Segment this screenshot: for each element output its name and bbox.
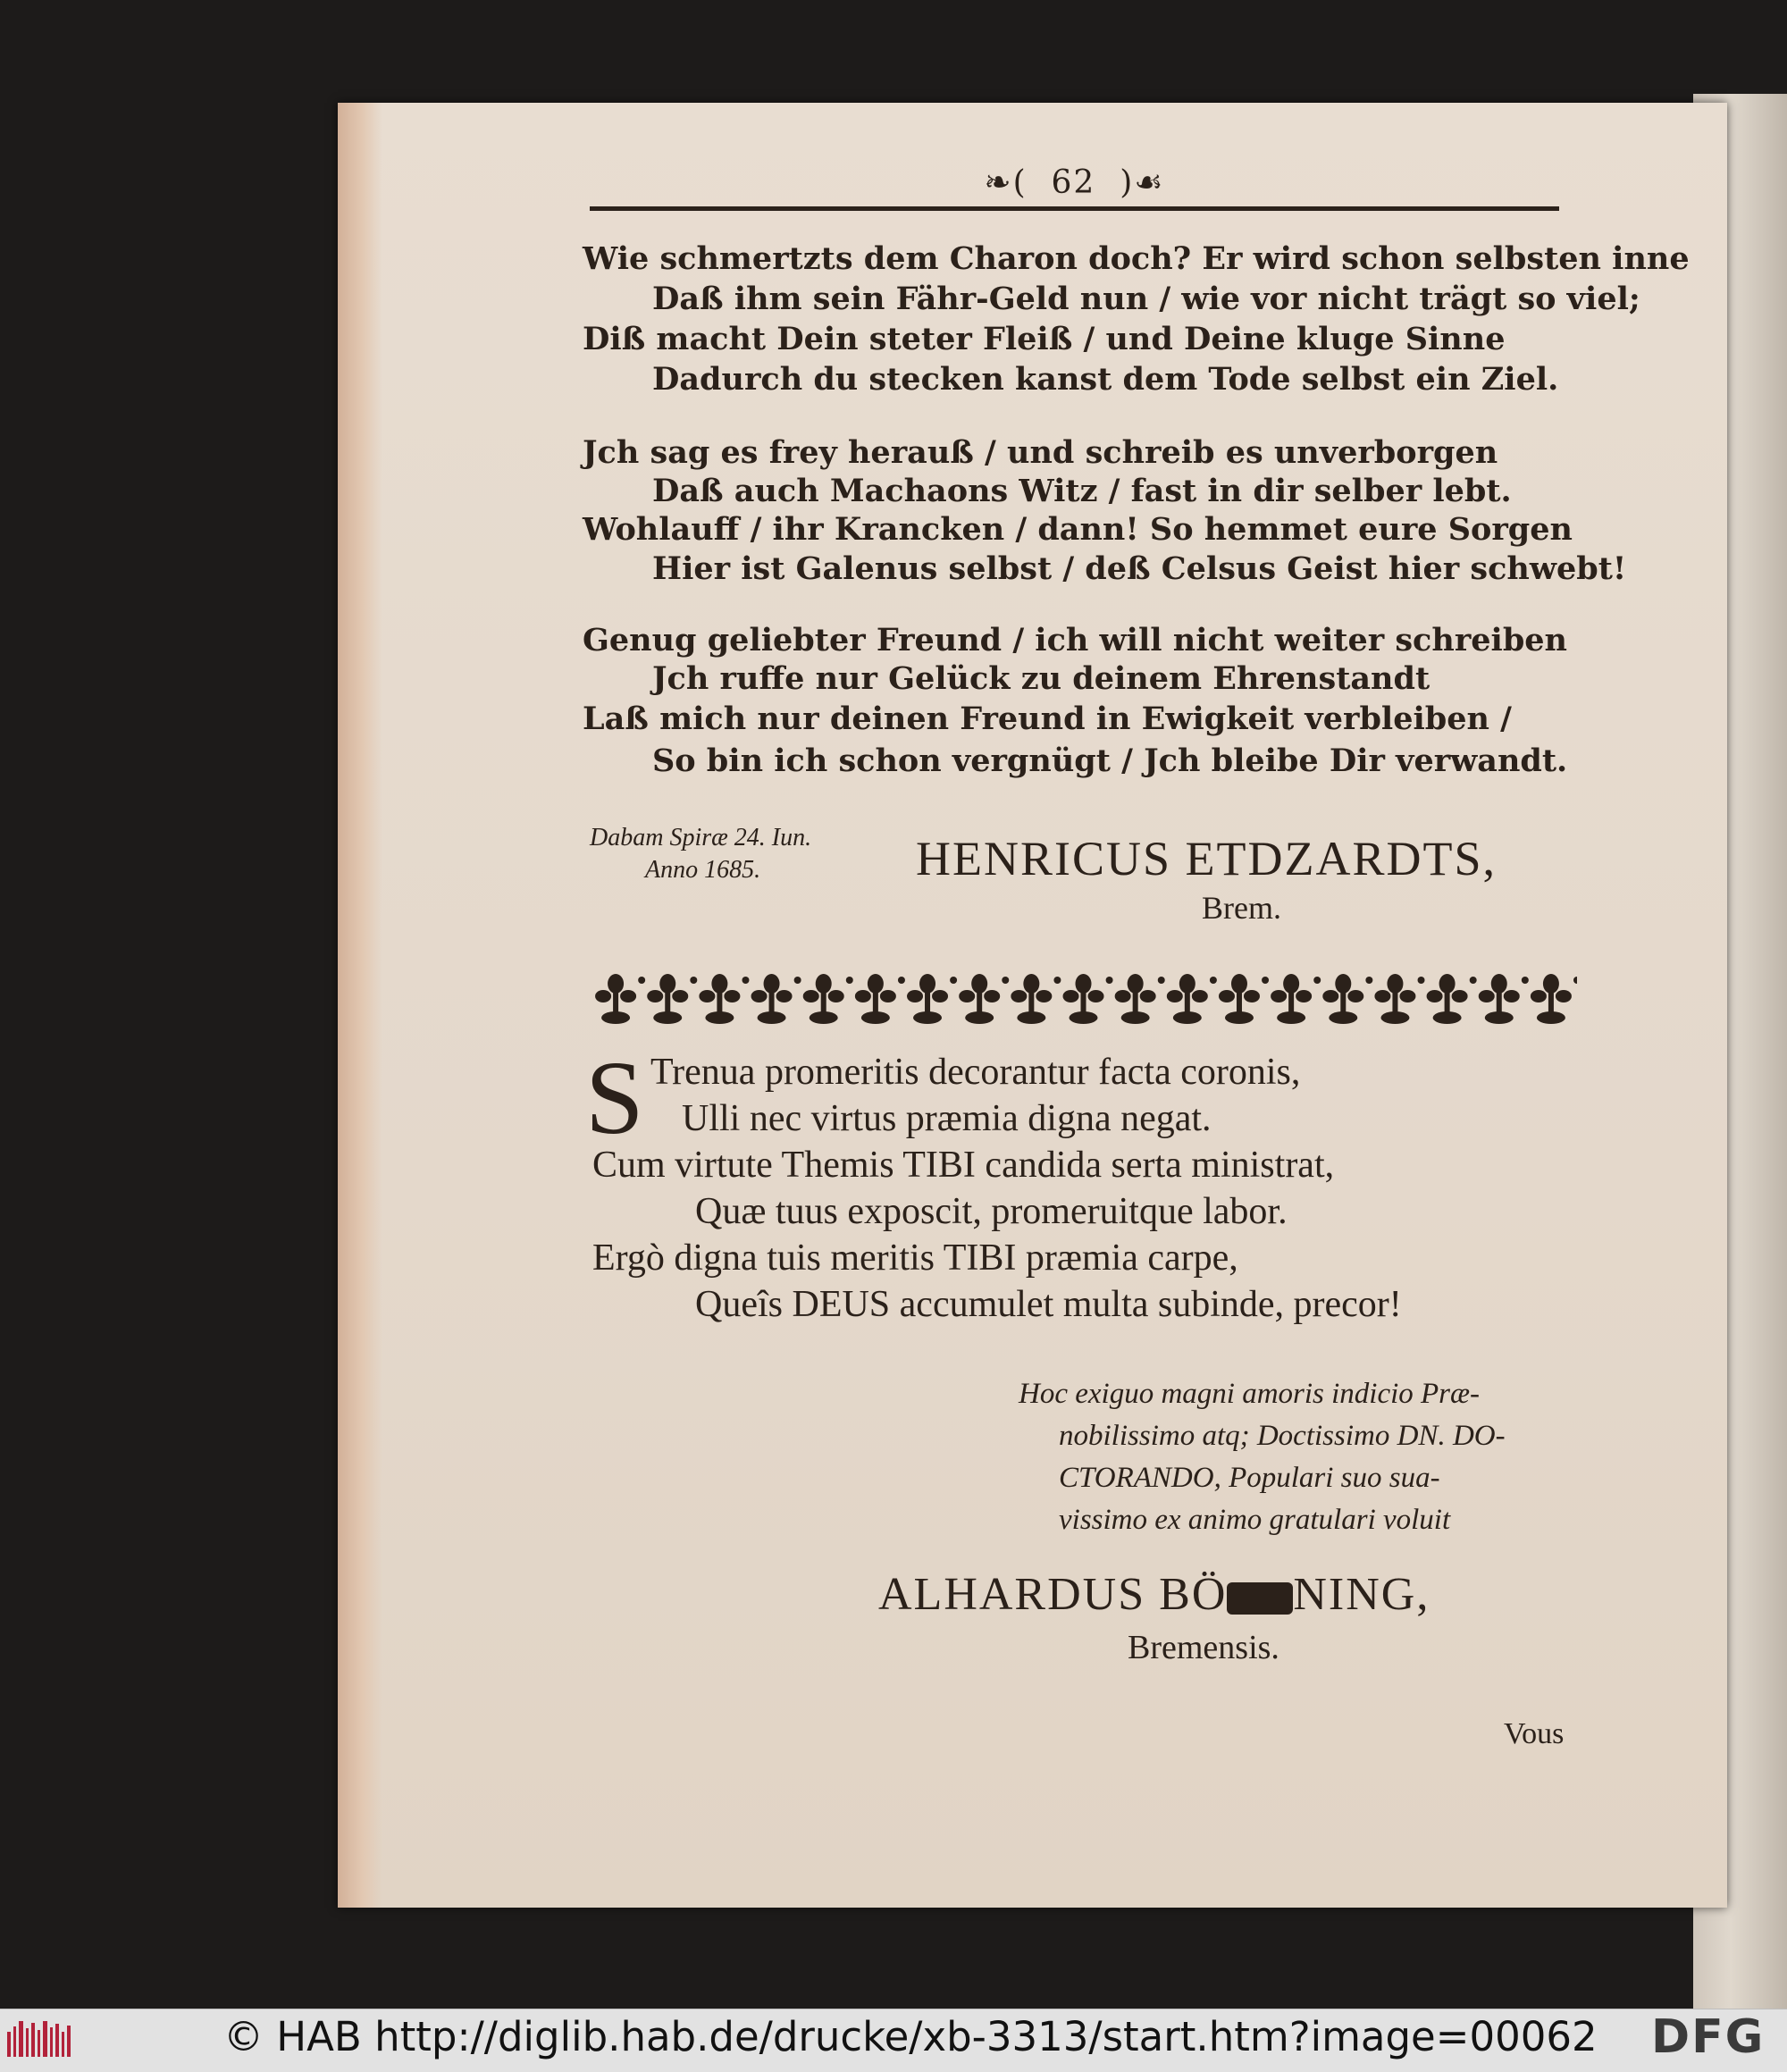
poem-line: Dadurch du stecken kanst dem Tode selbst ein Ziel.	[652, 361, 1559, 398]
poem-line: Hier ist Galenus selbst / deß Celsus Geist hier schwebt!	[652, 550, 1627, 587]
header-ornament-right: )☙	[1120, 164, 1165, 201]
ornament-fleuron	[959, 974, 1009, 1024]
poem-line: Cum virtute Themis TIBI candida serta ministrat,	[592, 1145, 1335, 1186]
ornament-fleuron	[1011, 974, 1061, 1024]
ornament-band-icon	[590, 968, 1577, 1030]
poem-line: Jch sag es frey herauß / und schreib es unverborgen	[583, 434, 1498, 471]
ornament-fleuron	[855, 974, 905, 1024]
ornament-fleuron	[1479, 974, 1529, 1024]
page-header	[590, 159, 1559, 213]
ornament-fleuron	[595, 974, 645, 1024]
poem-line: Queîs DEUS accumulet multa subinde, precor!	[695, 1284, 1402, 1325]
poem-line: Trenua promeritis decorantur facta coronis,	[650, 1052, 1301, 1093]
poem-line: Laß mich nur deinen Freund in Ewigkeit verbleiben /	[583, 700, 1512, 737]
dedication-line: nobilissimo atq; Doctissimo DN. DO-	[1059, 1420, 1506, 1452]
poem-line: Daß ihm sein Fähr-Geld nun / wie vor nicht trägt so viel;	[652, 281, 1640, 317]
signature-part: ALHARDUS BÖ	[878, 1569, 1228, 1620]
poem-line: Jch ruffe nur Gelück zu deinem Ehrenstandt	[652, 660, 1430, 697]
ornament-fleuron	[803, 974, 853, 1024]
poem-line: Wohlauff / ihr Krancken / dann! So hemmet eure Sorgen	[583, 511, 1573, 548]
poem-line: Wie schmertzts dem Charon doch? Er wird schon selbsten inne	[583, 240, 1690, 277]
ornament-fleuron	[1374, 974, 1424, 1024]
dfg-logo: DFG	[1651, 2010, 1766, 2064]
page-number: 62	[1051, 164, 1096, 201]
poem-line: So bin ich schon vergnügt / Jch bleibe Dir verwandt.	[652, 742, 1568, 779]
ornament-fleuron	[907, 974, 957, 1024]
poem-line: Ergò digna tuis meritis TIBI præmia carpe,	[592, 1237, 1238, 1279]
date-line: Dabam Spiræ 24. Iun.	[590, 824, 812, 851]
date-line: Anno 1685.	[645, 856, 761, 884]
signature-part: NING,	[1293, 1569, 1430, 1620]
copyright-url: © HAB http://diglib.hab.de/drucke/xb-3313/start.htm?image=00062	[223, 2013, 1598, 2060]
header-ornament-left: ❧(	[984, 164, 1028, 201]
page-number-line	[590, 164, 1559, 201]
dedication-line: Hoc exiguo magni amoris indicio Præ-	[1019, 1378, 1481, 1410]
ornament-fleuron	[699, 974, 749, 1024]
poem-line: Daß auch Machaons Witz / fast in dir selber lebt.	[652, 473, 1512, 509]
ornament-fleuron	[1063, 974, 1113, 1024]
page-gutter-edge	[338, 103, 382, 1908]
dedication-line: vissimo ex animo gratulari voluit	[1059, 1504, 1451, 1536]
ornament-fleuron	[1427, 974, 1477, 1024]
ornament-fleuron	[1531, 974, 1577, 1024]
poem-line: Diß macht Dein steter Fleiß / und Deine kluge Sinne	[583, 321, 1506, 357]
poem-line: Quæ tuus exposcit, promeruitque labor.	[695, 1191, 1288, 1232]
author-origin: Bremensis.	[1128, 1629, 1279, 1666]
ornament-fleuron	[647, 974, 697, 1024]
poem-line: Genug geliebter Freund / ich will nicht weiter schreiben	[583, 622, 1568, 659]
drop-cap: S	[585, 1039, 644, 1156]
catchword: Vous	[1504, 1717, 1565, 1750]
ink-blot	[1227, 1582, 1293, 1615]
ornament-fleuron	[1322, 974, 1372, 1024]
dedication-line: CTORANDO, Populari suo sua-	[1059, 1462, 1440, 1494]
author-signature: HENRICUS ETDZARDTS,	[916, 832, 1498, 885]
author-signature	[878, 1568, 1430, 1621]
ornament-fleuron	[1167, 974, 1217, 1024]
poem-line: Ulli nec virtus præmia digna negat.	[682, 1098, 1212, 1139]
author-origin: Brem.	[1202, 890, 1281, 926]
ornament-fleuron	[751, 974, 801, 1024]
hab-barcode-icon	[5, 2019, 73, 2060]
ornament-fleuron	[1219, 974, 1269, 1024]
header-rule	[590, 206, 1559, 211]
ornament-fleuron	[1115, 974, 1165, 1024]
ornament-fleuron	[1271, 974, 1321, 1024]
